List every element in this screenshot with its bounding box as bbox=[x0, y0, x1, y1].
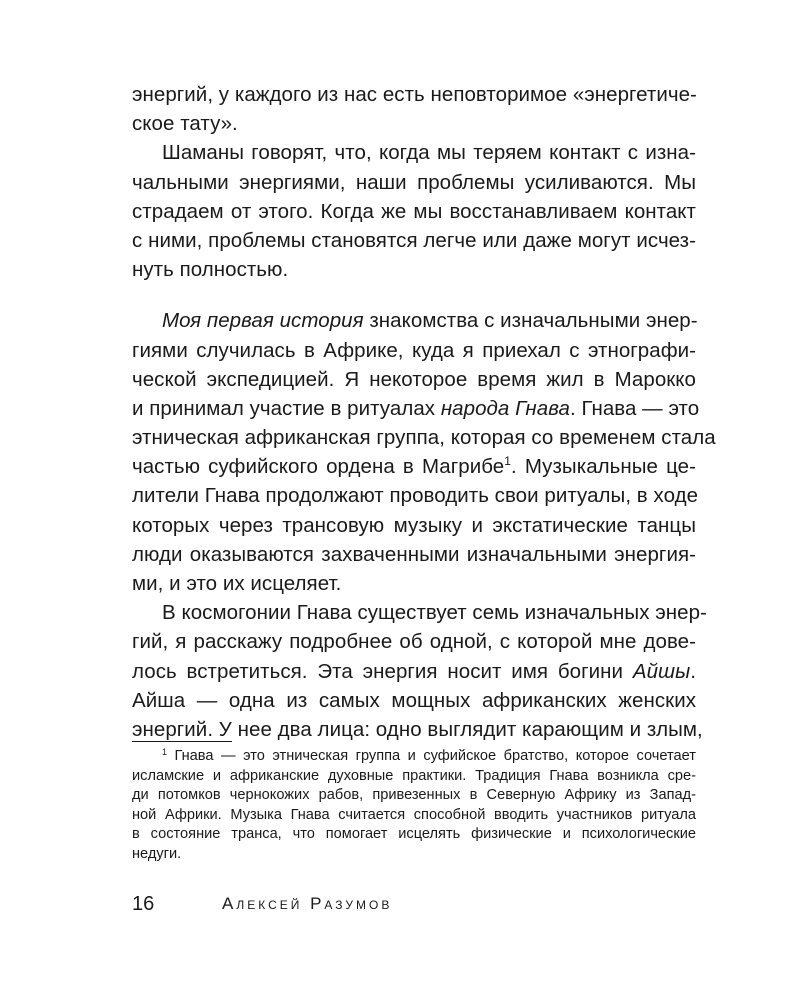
text-line: люди оказываются захваченными изначальными энергия- bbox=[132, 542, 696, 566]
text-line: В космогонии Гнава существует семь изначальных энер- bbox=[162, 601, 707, 625]
text-line: страдаем от этого. Когда же мы восстанавливаем контакт bbox=[132, 199, 696, 223]
footnote-line: исламские и африканские духовные практики. Традиция Гнава возникла сре- bbox=[132, 767, 696, 784]
text-line bbox=[132, 306, 696, 335]
footnote-reference[interactable]: 1 bbox=[504, 454, 511, 469]
footnote-line: в состояние транса, что помогает исцелять физические и психологические bbox=[132, 826, 696, 842]
text-line bbox=[132, 394, 700, 423]
main-text bbox=[132, 80, 716, 744]
text-line: Шаманы говорят, что, когда мы теряем контакт с изна- bbox=[162, 141, 696, 165]
text-segment: знакомства с изначальными энер- bbox=[363, 309, 698, 333]
text-line: ское тату». bbox=[132, 112, 238, 136]
footnote-line bbox=[132, 747, 696, 767]
text-segment: . bbox=[690, 659, 696, 683]
text-line: ческой экспедицией. Я некоторое время жил в Марокко bbox=[132, 367, 696, 391]
text-line bbox=[132, 452, 696, 481]
text-line: этническая африканская группа, которая со временем стала bbox=[132, 426, 716, 450]
footnote-marker: 1 bbox=[162, 747, 168, 757]
running-head-author: Алексей Разумов bbox=[222, 894, 393, 913]
paragraph-3 bbox=[132, 306, 716, 598]
footnote bbox=[132, 747, 696, 864]
italic-phrase: Айшы bbox=[632, 659, 691, 683]
text-line: ми, и это их исцеляет. bbox=[132, 572, 342, 595]
text-line: Айша — одна из самых мощных африканских женских bbox=[132, 688, 696, 712]
text-segment: частью суфийского ордена в Магрибе bbox=[132, 455, 505, 479]
page-number: 16 bbox=[132, 893, 155, 915]
section-break bbox=[132, 284, 696, 306]
text-line: энергий. У нее два лица: одно выглядит карающим и злым, bbox=[132, 717, 703, 741]
text-line: гий, я расскажу подробнее об одной, с которой мне дове- bbox=[132, 630, 696, 654]
footnote-divider bbox=[132, 741, 232, 742]
text-segment: лось встретиться. Эта энергия носит имя богини bbox=[132, 659, 633, 683]
text-line: лители Гнава продолжают проводить свои ритуалы, в ходе bbox=[132, 484, 699, 508]
italic-phrase: Моя первая история bbox=[162, 309, 364, 333]
footnote-line: ди потомков чернокожих рабов, привезенных в Северную Африку из Запад- bbox=[132, 787, 696, 803]
text-segment: . Гнава — это bbox=[569, 396, 700, 420]
text-segment: . Музыкальные це- bbox=[510, 455, 696, 479]
paragraph-2 bbox=[132, 138, 696, 284]
text-line: нуть полностью. bbox=[132, 258, 289, 282]
footnote-line: ной Африки. Музыка Гнава считается способной вводить участников ритуала bbox=[132, 806, 696, 823]
text-line: гиями случилась в Африке, куда я приехал с этнографи- bbox=[132, 338, 696, 362]
paragraph-4 bbox=[132, 598, 707, 744]
text-line bbox=[132, 657, 696, 686]
italic-phrase: народа Гнава bbox=[440, 396, 570, 420]
footnote-line: недуги. bbox=[132, 845, 182, 862]
text-line: которых через трансовую музыку и экстатические танцы bbox=[132, 513, 696, 537]
text-line: чальными энергиями, наши проблемы усиливаются. Мы bbox=[132, 170, 696, 194]
text-line: энергий, у каждого из нас есть неповторимое «энергетиче- bbox=[132, 83, 697, 106]
paragraph-1 bbox=[132, 80, 696, 138]
text-segment: Гнава — это этническая группа и суфийское братство, которое сочетает bbox=[167, 748, 696, 764]
text-segment: и принимал участие в ритуалах bbox=[132, 396, 441, 420]
text-line: с ними, проблемы становятся легче или даже могут исчез- bbox=[132, 228, 696, 252]
